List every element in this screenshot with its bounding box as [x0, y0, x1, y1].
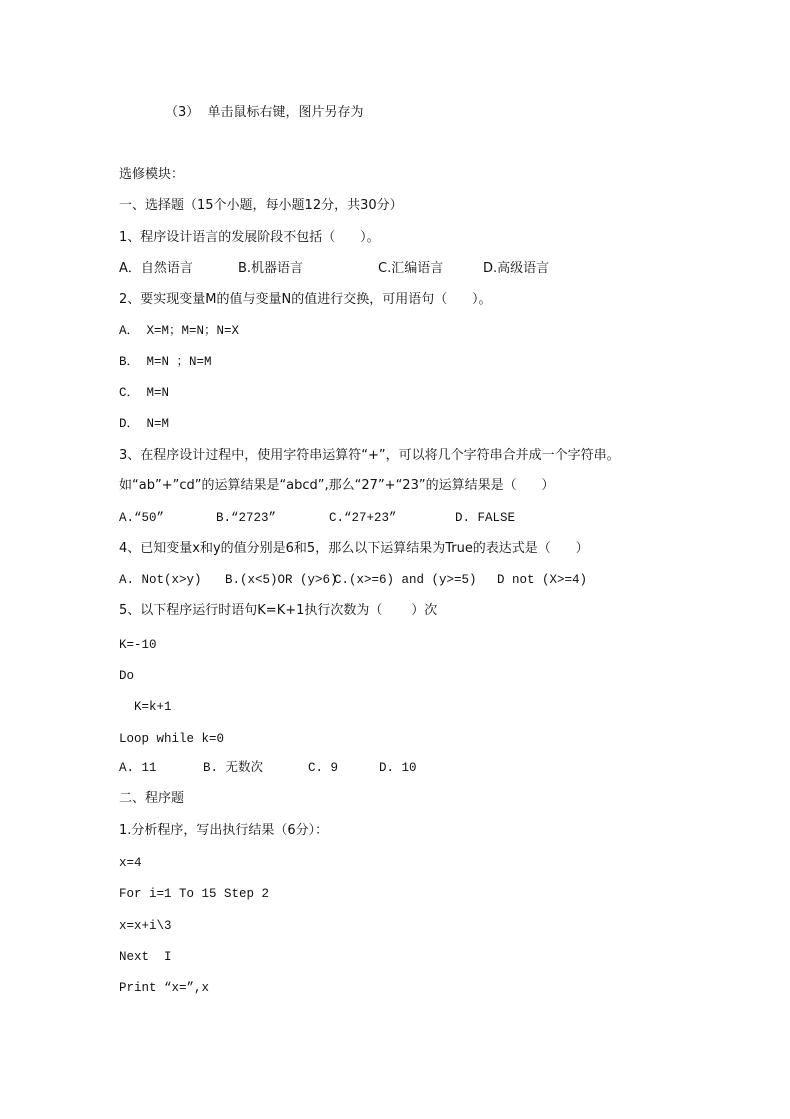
q2-option-b: B． M=N ；N=M: [119, 355, 212, 369]
q1-option-c: C.汇编语言: [378, 261, 444, 276]
program-1: 1.分析程序，写出执行结果（6分）：: [119, 823, 329, 838]
q3-option-c: C.“27+23”: [329, 511, 397, 525]
q2-option-c: C． M=N: [119, 386, 170, 400]
step-3-instruction: （3） 单击鼠标右键，图片另存为: [165, 105, 364, 120]
section-2-title: 二、程序题: [119, 791, 185, 806]
question-4: 4、已知变量x和y的值分别是6和5，那么以下运算结果为True的表达式是（ ）: [119, 541, 589, 556]
q2-option-d: D． N=M: [119, 417, 170, 431]
question-3-continued: 如“ab”+”cd”的运算结果是“abcd”,那么“27”+“23”的运算结果是（ ）: [119, 478, 555, 493]
question-2: 2、要实现变量M的值与变量N的值进行交换，可用语句（ ）。: [119, 292, 492, 307]
p1-code-line: For i=1 To 15 Step 2: [119, 887, 270, 901]
q3-option-b: B.“2723”: [216, 511, 277, 525]
q4-option-a: A. Not(x>y): [119, 573, 202, 587]
q1-option-d: D.高级语言: [483, 261, 550, 276]
section-1-title: 一、选择题（15个小题，每小题12分，共30分）: [119, 198, 403, 213]
q3-option-d: D. FALSE: [455, 511, 516, 525]
q5-code-line: Do: [119, 669, 135, 683]
q1-option-a: A．自然语言: [119, 261, 193, 276]
q1-option-b: B.机器语言: [238, 261, 304, 276]
q4-option-c: C.(x>=6) and (y>=5): [334, 573, 477, 587]
q5-option-a: A. 11: [119, 761, 157, 775]
q5-option-c: C. 9: [308, 761, 339, 775]
question-3: 3、在程序设计过程中，使用字符串运算符“+”，可以将几个字符串合并成一个字符串。: [119, 448, 620, 463]
q3-option-a: A.“50”: [119, 511, 165, 525]
p1-code-line: Next I: [119, 950, 172, 964]
q5-option-b: B. 无数次: [203, 761, 264, 775]
q5-code-line: K=-10: [119, 638, 157, 652]
q4-option-d: D not (X>=4): [497, 573, 588, 587]
p1-code-line: x=x+i\3: [119, 919, 172, 933]
q4-option-b: B.(x<5)OR (y>6): [225, 573, 338, 587]
q5-code-line: K=k+1: [119, 700, 172, 714]
question-1: 1、程序设计语言的发展阶段不包括（ ）。: [119, 230, 380, 245]
module-title: 选修模块：: [119, 167, 185, 182]
p1-code-line: Print “x=”,x: [119, 981, 210, 995]
q5-code-line: Loop while k=0: [119, 732, 225, 746]
q5-option-d: D. 10: [379, 761, 417, 775]
q2-option-a: A． X=M；M=N；N=X: [119, 324, 240, 338]
question-5: 5、以下程序运行时语句K=K+1执行次数为（ ）次: [119, 603, 438, 618]
p1-code-line: x=4: [119, 856, 142, 870]
